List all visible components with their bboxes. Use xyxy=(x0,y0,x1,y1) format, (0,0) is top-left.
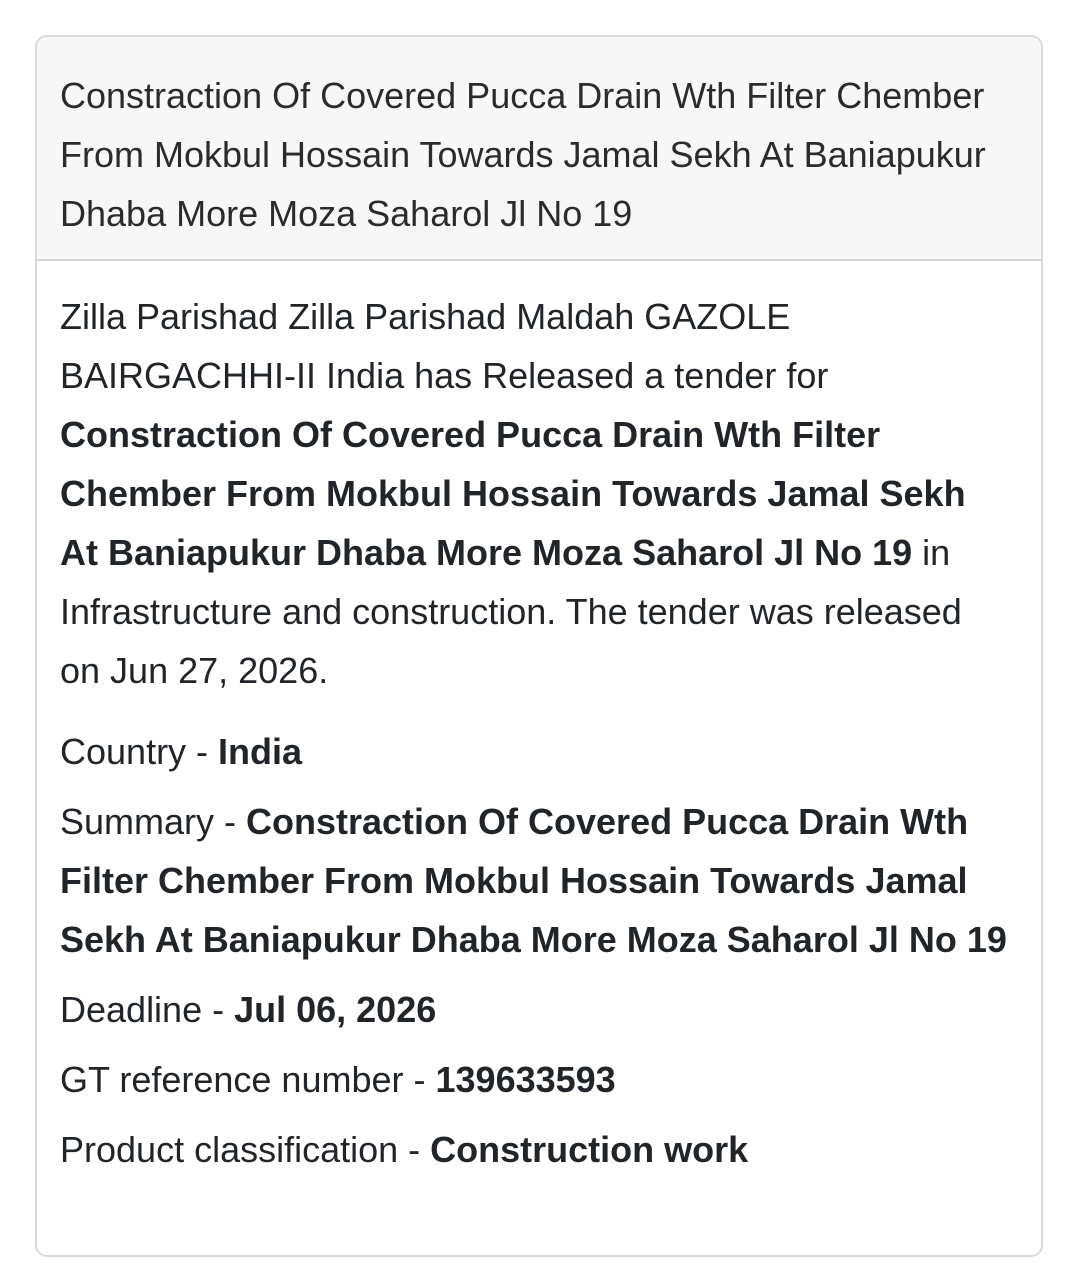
classification-value: Construction work xyxy=(430,1129,749,1170)
description-suffix: in Infrastructure and construction. The tender was released on Jun 27, 2026. xyxy=(60,532,962,691)
country-field xyxy=(60,722,1011,781)
deadline-label: Deadline - xyxy=(60,989,235,1030)
summary-value: Constraction Of Covered Pucca Drain Wth Filter Chember From Mokbul Hossain Towards Jamal Sekh At Baniapukur Dhaba More Moza Saharol Jl No 19 xyxy=(60,801,1007,960)
deadline-value: Jul 06, 2026 xyxy=(234,989,437,1030)
tender-title: Constraction Of Covered Pucca Drain Wth Filter Chember From Mokbul Hossain Towards Jamal Sekh At Baniapukur Dhaba More Moza Saharol Jl No 19 xyxy=(60,75,986,234)
tender-card-body xyxy=(37,261,1041,1179)
description-tender-name: Constraction Of Covered Pucca Drain Wth Filter Chember From Mokbul Hossain Towards Jamal Sekh At Baniapukur Dhaba More Moza Saharol Jl No 19 xyxy=(60,414,966,573)
country-label: Country - xyxy=(60,731,219,772)
reference-label: GT reference number - xyxy=(60,1059,436,1100)
country-value: India xyxy=(218,731,303,772)
classification-label: Product classification - xyxy=(60,1129,431,1170)
reference-field xyxy=(60,1050,1011,1109)
reference-value: 139633593 xyxy=(435,1059,616,1100)
description-prefix: Zilla Parishad Zilla Parishad Maldah GAZOLE BAIRGACHHI-II India has Released a tender for xyxy=(60,296,829,396)
summary-label: Summary - xyxy=(60,801,247,842)
tender-card xyxy=(35,35,1043,1257)
summary-field xyxy=(60,792,1011,969)
classification-field xyxy=(60,1120,1011,1179)
tender-card-header xyxy=(37,37,1041,261)
tender-description xyxy=(60,287,1011,700)
deadline-field xyxy=(60,980,1011,1039)
